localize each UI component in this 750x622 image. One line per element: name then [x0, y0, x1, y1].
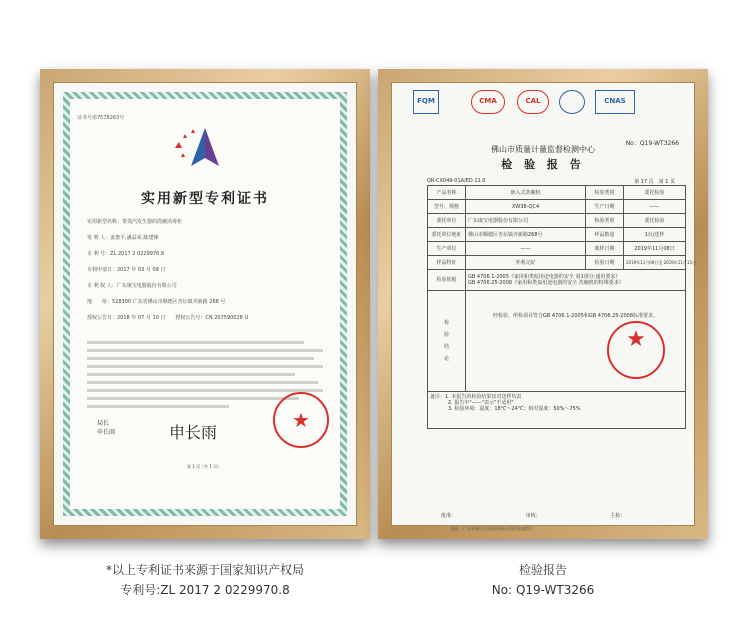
- field-patent-number: 专 利 号：ZL 2017 2 0229970.8: [87, 251, 165, 257]
- patent-certificate: [53, 82, 357, 526]
- certificate-title: 实用新型专利证书: [141, 191, 269, 207]
- report-signatures: 批准： 审核： 主检：: [441, 513, 626, 519]
- table-row: 样品特征 外观完好 检验日期 2019年11月09日至 2019年11月15日: [428, 256, 686, 270]
- ilac-logo-icon: [559, 90, 585, 114]
- report-number: No：Q19-WT3266: [625, 140, 679, 147]
- table-row: 型号、规格 XW38-QC4 生产日期 ——: [428, 200, 686, 214]
- table-row: 产品名称 嵌入式洗碗机 检验类别 委托检验: [428, 186, 686, 200]
- patent-caption: [40, 560, 370, 600]
- field-inventor: 发 明 人：姜惠平,潘益荣,陈建锋: [87, 235, 159, 241]
- patent-source-note: *以上专利证书来源于国家知识产权局: [105, 563, 304, 577]
- inspection-report-frame: [378, 69, 708, 539]
- report-title-caption: 检验报告: [518, 563, 567, 577]
- test-seal-icon: ★: [607, 321, 665, 379]
- table-row-standards: 检验依据 GB 4706.1-2005《家用和类似用途电器的安全 第1部分:通用要求》 GB 4706.25-2008《家用和类似用途电器的安全 洗碗机的特殊要求》: [428, 270, 686, 291]
- cal-logo-icon: CAL: [517, 90, 549, 114]
- cnas-logo-icon: CNAS: [595, 90, 635, 114]
- field-filing-date: 专利申请日：2017 年 03 月 09 日: [87, 267, 166, 273]
- field-patentee: 专 利 权 人：广东康宝电器股份有限公司: [87, 283, 177, 289]
- page-note: 第 1 页（共 1 页）: [187, 464, 222, 469]
- field-address: 地 址：528300 广东省佛山市顺德区杏坛镇齐新路 268 号: [87, 299, 226, 305]
- cma-logo-icon: CMA: [471, 90, 505, 114]
- table-row-conclusion: 检 验 结 论 经检验，所检项目符合GB 4706.1-2005和GB 4706.25-2008标准要求。 ★: [428, 291, 686, 392]
- signatory-label: 局长 申长雨: [97, 420, 116, 436]
- report-address: 地址：广东省佛山市南海区佛山市镇科技路5号: [451, 526, 534, 531]
- field-grant-date: 授权公告日：2018 年 07 月 10 日 授权公告号：CN 207590028 U: [87, 315, 249, 321]
- official-seal-icon: ★: [273, 392, 329, 448]
- patent-certificate-frame: [40, 69, 370, 539]
- report-page: 第 17 页 第 1 页: [634, 179, 675, 185]
- field-name: 实用新型名称：带蒸汽发生器的洗碗消毒柜: [87, 219, 183, 225]
- table-row-notes: 备注：1. 本报告的检验结果仅对送样负责 2. 报告中"——"表示"不适用" 3. 检验环境：温度：18℃～24℃；相对湿度：50%～75%: [428, 392, 686, 429]
- certificate-number: 证书号第7578263号: [77, 115, 125, 121]
- inspection-report: [391, 82, 696, 531]
- table-row: 委托单位 广东康宝电器股份有限公司 检验类别 委托检验: [428, 214, 686, 228]
- report-number-caption: No: Q19-WT3266: [491, 583, 595, 597]
- table-row: 委托单位地址 佛山市顺德区杏坛镇齐新路268号 样品数量 1台/送样: [428, 228, 686, 242]
- report-title: 检 验 报 告: [501, 158, 585, 171]
- patent-number-caption: 专利号:ZL 2017 2 0229970.8: [120, 583, 290, 597]
- report-code: QR-CX049-01A/ED.11.0: [427, 178, 486, 184]
- signature: 申长雨: [169, 423, 218, 442]
- report-caption: [378, 560, 708, 600]
- fqm-logo-icon: FQM: [413, 90, 439, 114]
- patent-office-emblem-icon: [175, 126, 235, 170]
- testing-center-name: 佛山市质量计量监督检测中心: [491, 145, 595, 154]
- table-row: 生产单位 —— 收样日期 2019年11月08日: [428, 242, 686, 256]
- report-table: [427, 185, 696, 429]
- accreditation-logos: [405, 90, 681, 120]
